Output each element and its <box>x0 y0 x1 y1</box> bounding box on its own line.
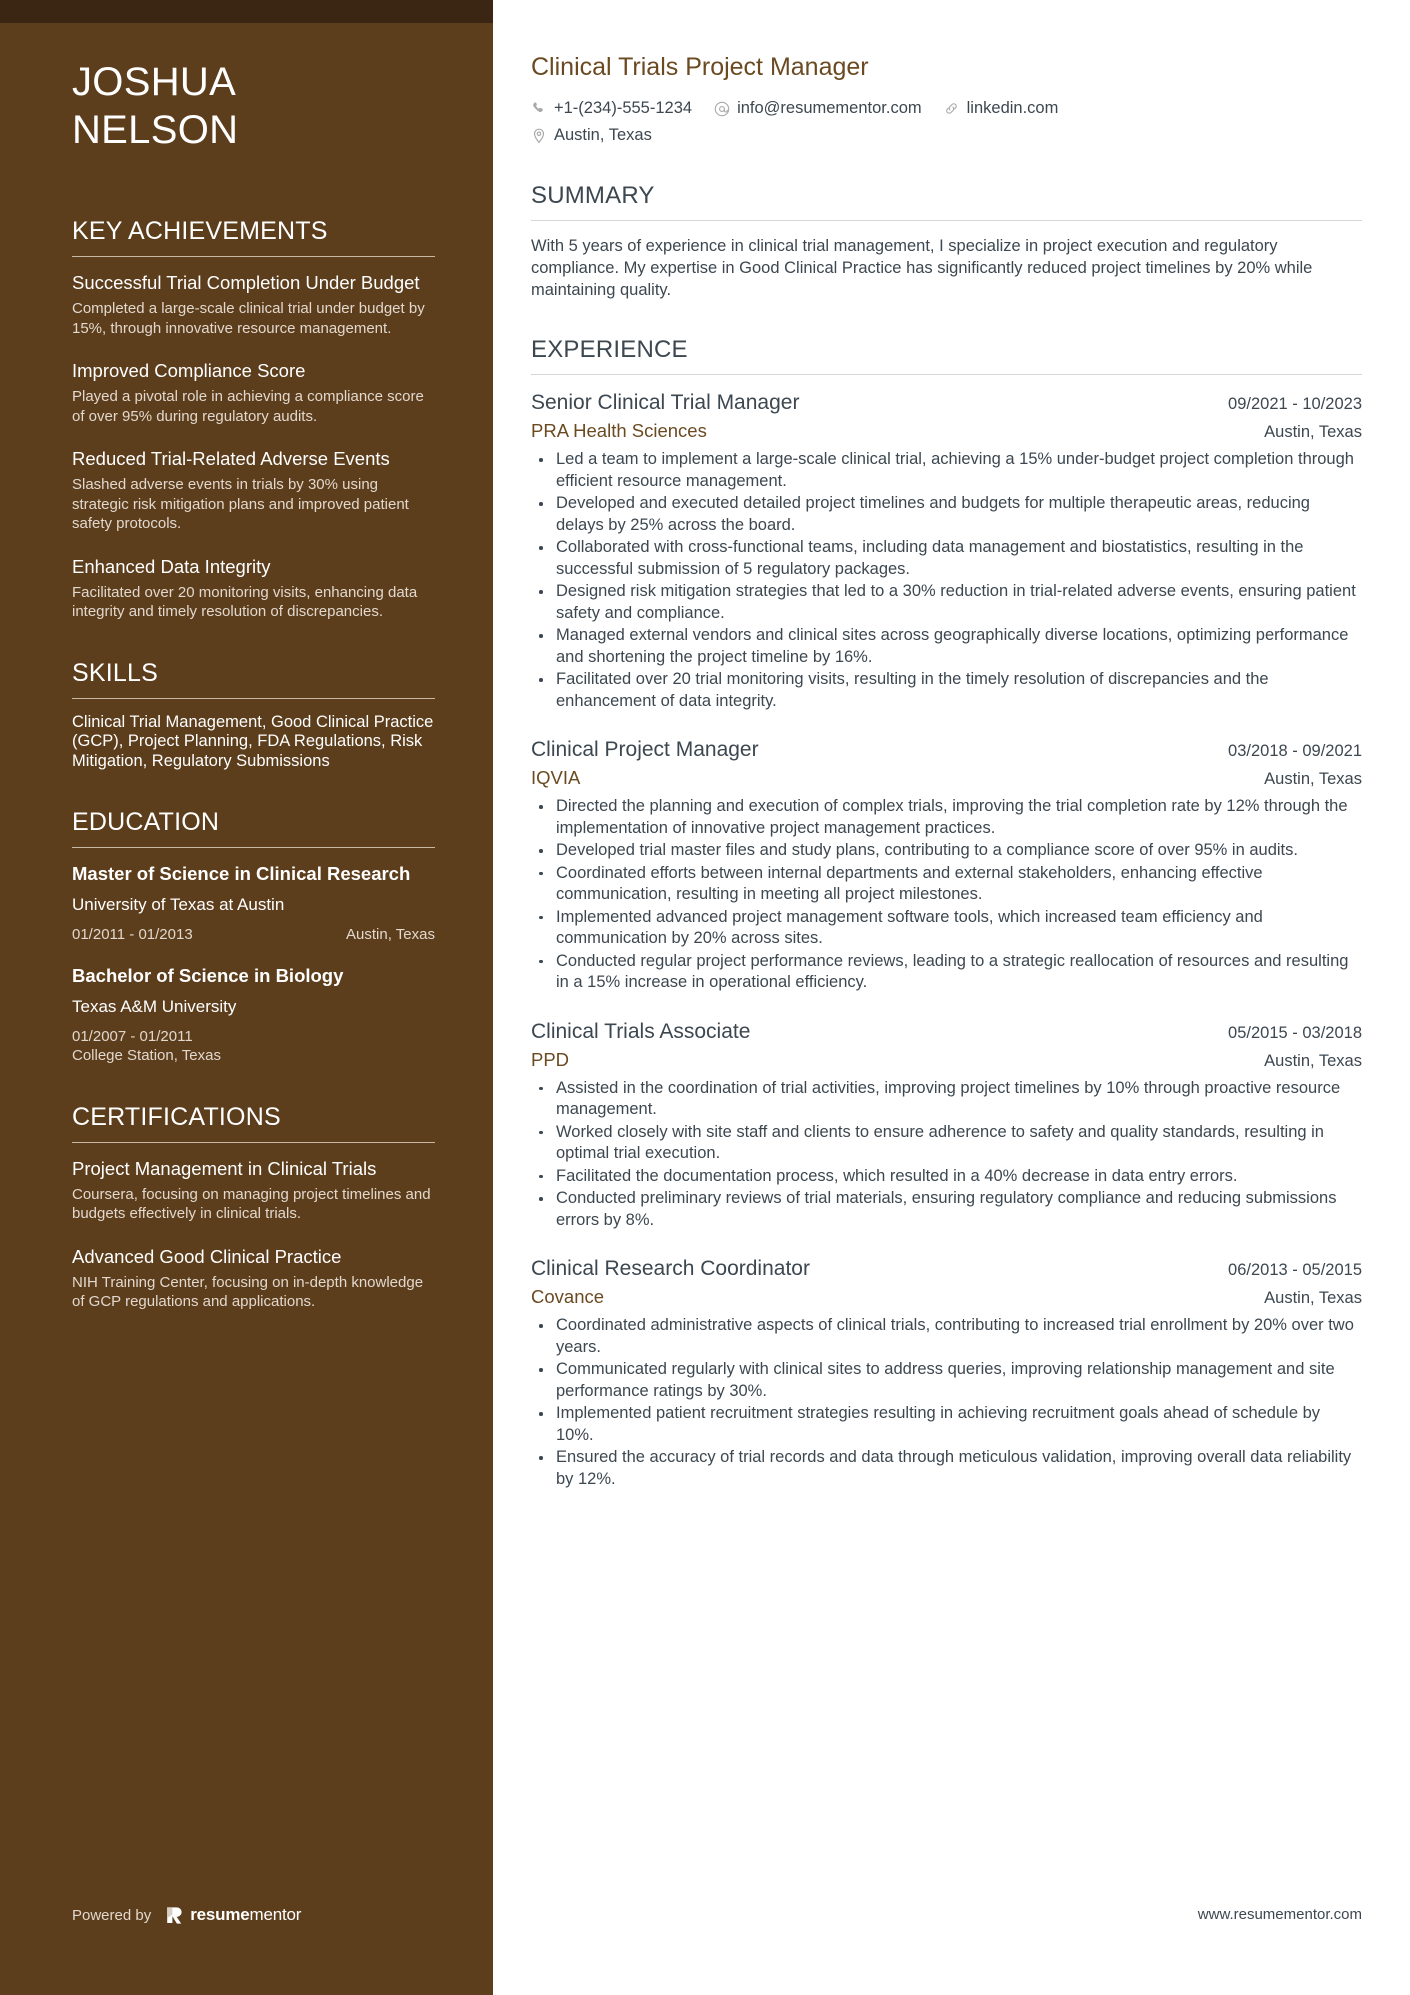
experience-location: Austin, Texas <box>1264 423 1362 441</box>
section-key-achievements <box>72 216 435 622</box>
key-achievements-title: KEY ACHIEVEMENTS <box>72 217 328 245</box>
certification-description: Coursera, focusing on managing project timelines and budgets effectively in clinical trials. <box>72 1185 431 1222</box>
experience-item <box>531 1255 1362 1490</box>
experience-company: IQVIA <box>531 767 581 788</box>
education-location: College Station, Texas <box>72 1047 221 1064</box>
experience-dates: 09/2021 - 10/2023 <box>1228 395 1362 413</box>
contact-email-text: info@resumementor.com <box>737 99 922 117</box>
candidate-first-name: JOSHUA <box>72 60 237 104</box>
summary-title: SUMMARY <box>531 182 655 209</box>
achievement-title: Reduced Trial-Related Adverse Events <box>72 448 390 469</box>
headline-job-title: Clinical Trials Project Manager <box>531 53 869 81</box>
achievement-item <box>72 271 435 338</box>
contact-row-location <box>531 124 1362 147</box>
contact-phone[interactable] <box>531 97 692 120</box>
achievement-description: Facilitated over 20 monitoring visits, enhancing data integrity and timely resolution of discrepancies. <box>72 583 418 620</box>
achievement-description: Completed a large-scale clinical trial under budget by 15%, through innovative resource management. <box>72 300 425 337</box>
experience-header <box>531 1255 1362 1283</box>
experience-header <box>531 1018 1362 1046</box>
contact-location-text: Austin, Texas <box>554 126 652 144</box>
experience-item <box>531 736 1362 994</box>
certifications-title: CERTIFICATIONS <box>72 1102 281 1131</box>
section-skills <box>72 658 435 772</box>
experience-bullet: Facilitated over 20 trial monitoring visits, resulting in the timely resolution of discrepancies and the enhancement of data integrity. <box>531 669 1362 712</box>
experience-bullet: Coordinated administrative aspects of clinical trials, contributing to increased trial enrollment by 20% over two years. <box>531 1315 1362 1358</box>
education-school: University of Texas at Austin <box>72 894 285 914</box>
education-title: EDUCATION <box>72 808 220 836</box>
resumementor-logo-icon <box>165 1906 184 1925</box>
experience-bullet: Conducted preliminary reviews of trial materials, ensuring regulatory compliance and reducing submissions errors by 8%. <box>531 1188 1362 1231</box>
education-degree: Bachelor of Science in Biology <box>72 965 344 986</box>
logo-light-part: mentor <box>249 1905 302 1924</box>
divider <box>531 220 1362 221</box>
candidate-name <box>72 58 435 154</box>
section-education <box>72 807 435 1066</box>
experience-company: PRA Health Sciences <box>531 420 707 441</box>
experience-dates: 05/2015 - 03/2018 <box>1228 1023 1362 1042</box>
education-location: Austin, Texas <box>346 925 435 943</box>
logo-bold-part: resume <box>190 1905 250 1924</box>
main-content <box>493 0 1410 1995</box>
divider <box>531 374 1362 375</box>
divider <box>72 698 435 699</box>
contact-linkedin-text: linkedin.com <box>966 99 1059 117</box>
experience-location: Austin, Texas <box>1264 1289 1362 1307</box>
experience-job-title: Clinical Trials Associate <box>531 1019 751 1043</box>
achievement-item <box>72 555 435 622</box>
summary-text: With 5 years of experience in clinical trial management, I specialize in project execution and regulatory compliance. My expertise in Good Clinical Practice has significantly reduced project timelines by 20% while maintaining quality. <box>531 237 1313 299</box>
sidebar-footer <box>72 1905 301 1925</box>
experience-company: Covance <box>531 1286 605 1307</box>
divider <box>72 256 435 257</box>
achievement-title: Successful Trial Completion Under Budget <box>72 272 420 293</box>
candidate-last-name: NELSON <box>72 108 239 152</box>
experience-job-title: Clinical Project Manager <box>531 738 759 761</box>
section-certifications <box>72 1102 435 1312</box>
achievement-title: Enhanced Data Integrity <box>72 555 271 577</box>
phone-icon <box>531 101 547 117</box>
achievement-description: Played a pivotal role in achieving a compliance score of over 95% during regulatory audits. <box>72 388 424 425</box>
contact-email[interactable] <box>714 97 922 120</box>
resumementor-logo <box>165 1905 301 1925</box>
experience-bullets <box>531 1315 1362 1490</box>
certification-title: Advanced Good Clinical Practice <box>72 1245 342 1267</box>
experience-bullet: Collaborated with cross-functional teams, including data management and biostatistics, resulting in the successful submission of 5 regulatory packages. <box>531 537 1362 580</box>
certification-item <box>72 1245 435 1312</box>
experience-bullet: Developed trial master files and study plans, contributing to a compliance score of over 95% in audits. <box>531 840 1362 862</box>
education-dates: 01/2007 - 01/2011 <box>72 1027 193 1045</box>
experience-bullet: Ensured the accuracy of trial records and data through meticulous validation, improving overall data reliability by 12%. <box>531 1447 1362 1490</box>
achievement-item <box>72 447 435 534</box>
divider <box>72 1142 435 1143</box>
education-item <box>72 862 435 944</box>
location-pin-icon <box>531 128 547 144</box>
sidebar-top-accent-bar <box>0 0 493 23</box>
experience-dates: 03/2018 - 09/2021 <box>1228 742 1362 760</box>
experience-bullet: Implemented patient recruitment strategies resulting in achieving recruitment goals ahead of schedule by 10%. <box>531 1403 1362 1446</box>
resumementor-logo-text <box>190 1905 301 1925</box>
experience-item <box>531 1018 1362 1232</box>
experience-company: PPD <box>531 1048 570 1070</box>
education-school: Texas A&M University <box>72 996 237 1016</box>
experience-subheader <box>531 1048 1362 1073</box>
education-meta <box>72 1027 435 1066</box>
experience-bullets <box>531 1078 1362 1232</box>
experience-bullet: Conducted regular project performance reviews, leading to a strategic reallocation of resources and resulting in a 15% increase in operational efficiency. <box>531 951 1362 994</box>
sidebar <box>0 0 493 1995</box>
education-dates: 01/2011 - 01/2013 <box>72 925 193 943</box>
experience-bullet: Led a team to implement a large-scale clinical trial, achieving a 15% under-budget project completion through efficient resource management. <box>531 449 1362 492</box>
experience-location: Austin, Texas <box>1264 770 1362 788</box>
experience-header <box>531 736 1362 764</box>
experience-bullet: Directed the planning and execution of complex trials, improving the trial completion rate by 12% through the implementation of innovative project management practices. <box>531 796 1362 839</box>
powered-by-label: Powered by <box>72 1906 152 1924</box>
achievement-title: Improved Compliance Score <box>72 360 306 381</box>
certification-title: Project Management in Clinical Trials <box>72 1157 377 1179</box>
experience-header <box>531 389 1362 417</box>
education-meta <box>72 925 435 945</box>
education-degree: Master of Science in Clinical Research <box>72 863 411 884</box>
experience-bullet: Worked closely with site staff and clients to ensure adherence to safety and quality standards, resulting in optimal trial execution. <box>531 1122 1362 1165</box>
experience-bullet: Implemented advanced project management software tools, which increased team efficiency and communication by 20% across sites. <box>531 907 1362 950</box>
contact-location <box>531 124 652 147</box>
experience-item <box>531 389 1362 712</box>
experience-bullet: Managed external vendors and clinical sites across geographically diverse locations, optimizing performance and shortening the project timeline by 16%. <box>531 625 1362 668</box>
contact-phone-text: +1-(234)-555-1234 <box>554 99 693 117</box>
experience-bullets <box>531 796 1362 994</box>
experience-subheader <box>531 766 1362 791</box>
education-item <box>72 964 435 1066</box>
experience-subheader <box>531 419 1362 444</box>
achievement-description: Slashed adverse events in trials by 30% using strategic risk mitigation plans and improved patient safety protocols. <box>72 476 409 532</box>
experience-subheader <box>531 1285 1362 1310</box>
experience-bullet: Assisted in the coordination of trial activities, improving project timelines by 10% through proactive resource management. <box>531 1078 1362 1121</box>
experience-location: Austin, Texas <box>1264 1051 1362 1070</box>
divider <box>72 847 435 848</box>
certification-description: NIH Training Center, focusing on in-depth knowledge of GCP regulations and applications. <box>72 1273 424 1310</box>
experience-job-title: Senior Clinical Trial Manager <box>531 391 800 414</box>
section-experience <box>531 335 1362 1490</box>
achievement-item <box>72 359 435 426</box>
experience-job-title: Clinical Research Coordinator <box>531 1257 810 1280</box>
section-summary <box>531 181 1362 301</box>
experience-bullet: Communicated regularly with clinical sites to address queries, improving relationship management and site performance ratings by 30%. <box>531 1359 1362 1402</box>
contact-row-primary <box>531 97 1362 120</box>
experience-bullet: Designed risk mitigation strategies that led to a 30% reduction in trial-related adverse events, ensuring patient safety and compliance. <box>531 581 1362 624</box>
email-icon <box>714 101 730 117</box>
experience-bullet: Developed and executed detailed project timelines and budgets for multiple therapeutic areas, reducing delays by 25% across the board. <box>531 493 1362 536</box>
skills-list: Clinical Trial Management, Good Clinical Practice (GCP), Project Planning, FDA Regulations, Risk Mitigation, Regulatory Submissions <box>72 712 434 770</box>
contact-linkedin[interactable] <box>944 97 1059 120</box>
skills-title: SKILLS <box>72 658 158 687</box>
experience-bullet: Facilitated the documentation process, which resulted in a 40% decrease in data entry errors. <box>531 1166 1362 1188</box>
experience-bullet: Coordinated efforts between internal departments and external stakeholders, enhancing effective communication, resulting in meeting all project milestones. <box>531 863 1362 906</box>
link-icon <box>944 101 960 117</box>
experience-dates: 06/2013 - 05/2015 <box>1228 1261 1362 1279</box>
certification-item <box>72 1157 435 1224</box>
site-url: www.resumementor.com <box>1197 1906 1362 1923</box>
experience-bullets <box>531 449 1362 712</box>
experience-title: EXPERIENCE <box>531 336 688 363</box>
